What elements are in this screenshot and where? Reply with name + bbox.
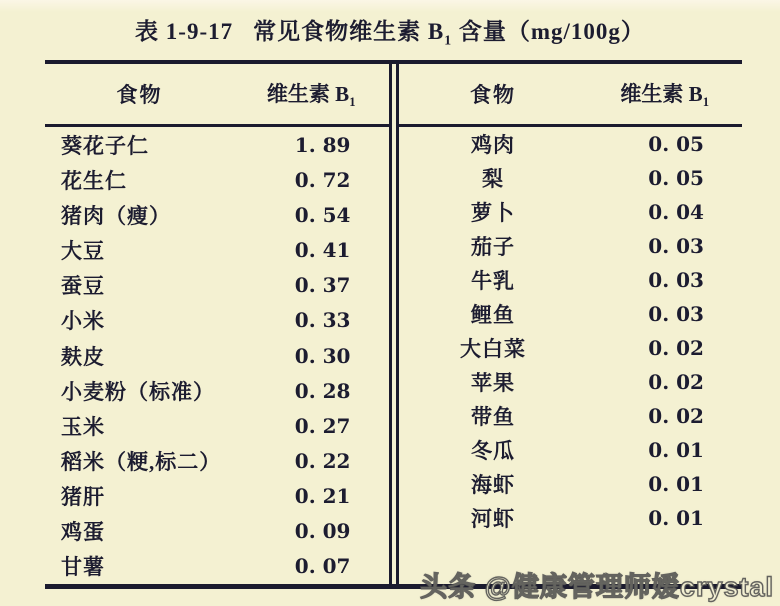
food-name: 麸皮 — [61, 344, 105, 369]
table-row — [399, 331, 743, 365]
food-name: 大白菜 — [459, 337, 526, 361]
table-row — [399, 263, 743, 297]
food-name: 鸡肉 — [470, 133, 515, 157]
food-name: 小麦粉（标准） — [61, 379, 215, 404]
food-name: 海虾 — [470, 473, 515, 497]
table-row — [399, 195, 743, 229]
vitamin-value: 0. 54 — [294, 202, 351, 227]
left-header-row — [45, 64, 389, 127]
food-name: 小米 — [61, 309, 105, 334]
vitamin-value: 0. 21 — [294, 484, 351, 509]
table-title-text: 常见食物维生素 B — [253, 19, 445, 44]
food-name: 蚕豆 — [61, 274, 105, 299]
table-row — [45, 303, 389, 338]
vitamin-value: 0. 04 — [648, 200, 704, 224]
table-row — [45, 162, 389, 197]
right-food-column-header: 食物 — [469, 83, 516, 107]
table-row — [45, 127, 389, 162]
vitamin-value: 0. 01 — [648, 472, 704, 496]
left-food-column-header: 食物 — [116, 83, 163, 107]
vitamin-value: 0. 28 — [294, 378, 351, 403]
food-name: 葵花子仁 — [61, 133, 149, 158]
vitamin-value: 1. 89 — [294, 132, 351, 157]
vitamin-value: 0. 41 — [294, 238, 351, 263]
right-vitamin-column-header: 维生素 $B_1$ — [620, 81, 709, 110]
food-name: 花生仁 — [61, 168, 127, 193]
toutiao-watermark: 头条 @健康管理师嫒crystal — [420, 572, 774, 602]
table-title-unit: 含量（mg/100g） — [452, 19, 645, 44]
vitamin-value: 0. 33 — [294, 308, 351, 333]
table-row — [45, 479, 389, 514]
left-vitamin-column-header: 维生素 $B_1$ — [266, 81, 356, 110]
table-row — [399, 161, 743, 195]
table-row — [45, 197, 389, 232]
table-row — [399, 433, 743, 467]
food-name: 大豆 — [61, 239, 105, 264]
table-row — [45, 232, 389, 267]
table-row — [45, 408, 389, 443]
vitamin-b1-subscript: 1 — [702, 95, 709, 110]
table-title — [0, 13, 780, 49]
vitamin-b1-table — [45, 60, 742, 589]
vitamin-value: 0. 72 — [294, 167, 351, 192]
vitamin-value: 0. 37 — [294, 273, 351, 298]
vitamin-value: 0. 02 — [648, 336, 704, 360]
table-row — [399, 365, 743, 399]
right-header-row — [399, 64, 743, 127]
vitamin-value: 0. 03 — [648, 302, 704, 326]
table-row — [45, 268, 389, 303]
table-row — [45, 514, 389, 549]
food-name: 甘薯 — [61, 555, 105, 580]
food-name: 萝卜 — [470, 201, 515, 225]
table-row — [399, 399, 743, 433]
vitamin-value: 0. 30 — [294, 343, 351, 368]
food-name: 河虾 — [470, 507, 515, 531]
vitamin-value: 0. 01 — [648, 506, 704, 530]
left-table-body — [45, 127, 389, 584]
vitamin-value: 0. 02 — [648, 404, 704, 428]
right-table-body — [399, 127, 743, 584]
food-name: 苹果 — [470, 371, 515, 395]
table-row — [399, 467, 743, 501]
vitamin-value: 0. 05 — [648, 166, 704, 190]
vitamin-b1-subscript: 1 — [349, 95, 356, 110]
table-row — [45, 443, 389, 478]
food-name: 鸡蛋 — [61, 520, 105, 545]
food-name: 玉米 — [61, 414, 105, 439]
table-right-half — [389, 64, 743, 584]
vitamin-value: 0. 03 — [648, 268, 704, 292]
vitamin-value: 0. 27 — [294, 413, 351, 438]
food-name: 梨 — [481, 167, 504, 191]
food-name: 猪肉（瘦） — [61, 203, 171, 228]
food-name: 茄子 — [470, 235, 515, 259]
table-row — [45, 338, 389, 373]
table-left-half — [45, 64, 389, 584]
table-row — [45, 373, 389, 408]
food-name: 牛乳 — [470, 269, 515, 293]
vitamin-value: 0. 02 — [648, 370, 704, 394]
table-number: 表 1-9-17 — [135, 19, 234, 44]
table-row — [399, 127, 743, 161]
vitamin-value: 0. 03 — [648, 234, 704, 258]
table-row — [399, 501, 743, 535]
vitamin-value: 0. 01 — [648, 438, 704, 462]
food-name: 冬瓜 — [470, 439, 515, 463]
vitamin-value: 0. 22 — [294, 448, 351, 473]
food-name: 鲤鱼 — [470, 303, 515, 327]
vitamin-b1-subscript: 1 — [444, 32, 453, 48]
food-name: 猪肝 — [61, 485, 105, 510]
vitamin-value: 0. 07 — [294, 554, 351, 579]
vitamin-value: 0. 09 — [294, 519, 351, 544]
table-row — [45, 549, 389, 584]
table-row — [399, 297, 743, 331]
vitamin-value: 0. 05 — [648, 132, 704, 156]
food-name: 稻米（粳,标二） — [61, 449, 222, 474]
food-name: 带鱼 — [470, 405, 515, 429]
table-row — [399, 229, 743, 263]
